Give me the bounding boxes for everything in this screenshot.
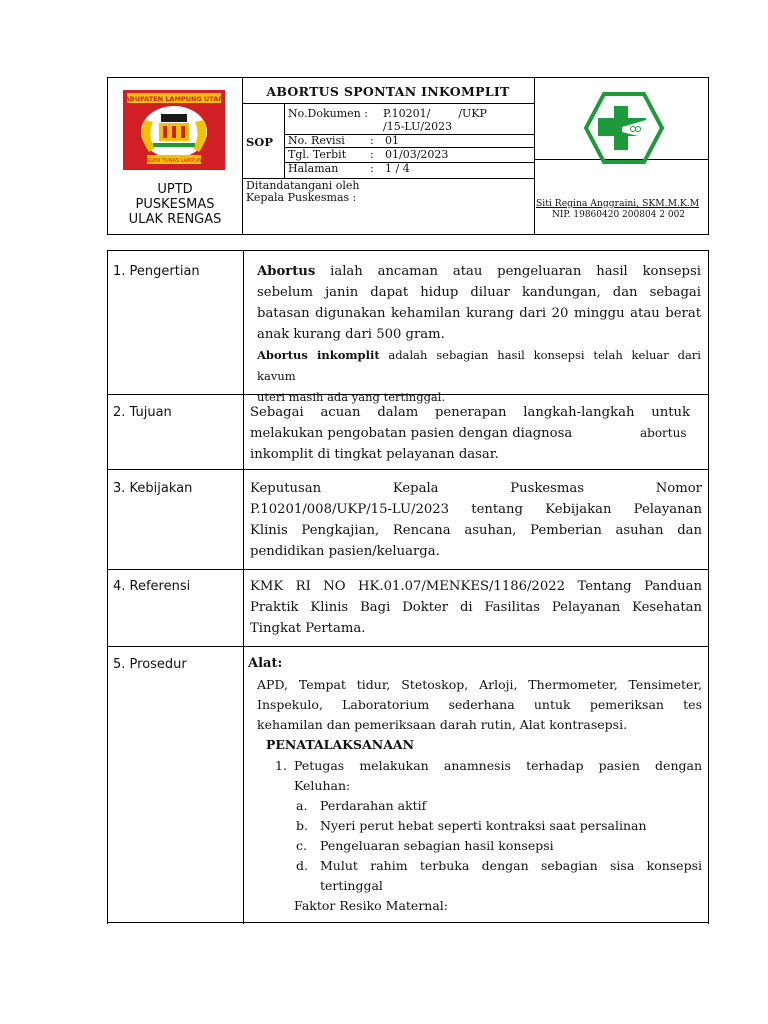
sop-label: SOP [246, 135, 273, 149]
list-item [320, 856, 702, 896]
org-line: UPTD [157, 182, 193, 197]
step-1-text [294, 756, 702, 796]
text-line: Keluhan: [294, 778, 351, 793]
text-line [257, 345, 701, 387]
text-line: kehamilan dan pemeriksaan darah rutin, Alat kontrasepsi. [257, 717, 628, 732]
penatalaksanaan-heading: PENATALAKSANAAN [266, 737, 415, 752]
revision-sep: : [370, 134, 374, 147]
org-line: ULAK RENGAS [128, 212, 222, 227]
text-line: Tingkat Pertama. [250, 621, 366, 636]
divider [243, 251, 244, 924]
puskesmas-logo [584, 92, 664, 164]
issue-date-sep: : [370, 148, 374, 161]
step-number: 1. [275, 758, 287, 773]
text-line: anak kurang dari 500 gram. [257, 327, 445, 342]
text-line: Klinis Pengkajian, Rencana asuhan, Pemberian asuhan dan [250, 523, 702, 538]
text-span: adalah sebagian hasil konsepsi telah keluar dari kavum [257, 348, 701, 383]
page-value: 1 / 4 [385, 162, 410, 175]
issue-date-label: Tgl. Terbit [288, 148, 347, 161]
text-line [250, 423, 690, 444]
list-marker: c. [296, 838, 307, 853]
text-line: tertinggal [320, 878, 383, 893]
text-line: Keputusan Kepala Puskesmas Nomor [250, 481, 702, 496]
kabupaten-logo [123, 90, 225, 170]
sop-content-table [107, 250, 709, 924]
section-label-prosedur: 5. Prosedur [113, 657, 187, 672]
revision-label: No. Revisi [288, 134, 345, 147]
section-text-kebijakan [250, 478, 702, 562]
list-marker: a. [296, 798, 308, 813]
section-text-pengertian [257, 261, 701, 345]
text-line: inkomplit di tingkat pelayanan dasar. [250, 447, 499, 462]
logo-top-text: KABUPATEN LAMPUNG UTARA [123, 95, 225, 103]
divider [108, 646, 708, 647]
list-marker: d. [296, 858, 308, 873]
divider [242, 103, 534, 104]
revision-value: 01 [385, 134, 399, 147]
signed-by-title: Kepala Puskesmas : [246, 191, 357, 204]
text-line: sebelum janin dapat hidup diluar kandungan, dan sebagai [257, 285, 701, 300]
section-text-tujuan [250, 402, 690, 465]
text-span: ialah ancaman atau pengeluaran hasil konsepsi [315, 264, 701, 279]
issue-date-value: 01/03/2023 [385, 148, 449, 161]
divider [534, 78, 535, 234]
text-line [257, 261, 701, 282]
section-text-referensi [250, 576, 702, 639]
sop-header-table [107, 77, 709, 235]
list-item: Perdarahan aktif [320, 798, 427, 813]
text-line: Sebagai acuan dalam penerapan langkah-langkah untuk [250, 405, 690, 420]
divider [284, 103, 285, 178]
text-line: APD, Tempat tidur, Stetoskop, Arloji, Thermometer, Tensimeter, [257, 677, 702, 692]
doc-number-label: No.Dokumen : [288, 107, 368, 120]
term-abortus-inkomplit: Abortus inkomplit [257, 348, 380, 362]
signer-nip: NIP. 19860420 200804 2 002 [552, 210, 686, 220]
text-line: Petugas melakukan anamnesis terhadap pasien dengan [294, 758, 702, 773]
table-bottom-border [107, 922, 709, 923]
text-line: batasan digunakan kehamilan kurang dari 20 minggu atau berat [257, 306, 701, 321]
alat-list [257, 675, 702, 735]
doc-number-value: P.10201/ /UKP [383, 107, 487, 120]
section-label-referensi: 4. Referensi [113, 579, 191, 594]
document-title: ABORTUS SPONTAN INKOMPLIT [266, 84, 510, 99]
risk-factor-heading: Faktor Resiko Maternal: [294, 898, 449, 913]
divider [108, 569, 708, 570]
text-line: Mulut rahim terbuka dengan sebagian sisa konsepsi [320, 858, 702, 873]
signed-by-label: Ditandatangani oleh [246, 179, 360, 192]
section-label-pengertian: 1. Pengertian [113, 264, 200, 279]
text-span: melakukan pengobatan pasien dengan diagnosa [250, 426, 573, 441]
divider [242, 78, 243, 234]
text-line: Inspekulo, Laboratorium sederhana untuk pemeriksan tes [257, 697, 702, 712]
list-item: Nyeri perut hebat seperti kontraksi saat persalinan [320, 818, 647, 833]
list-marker: b. [296, 818, 308, 833]
text-line: P.10201/008/UKP/15-LU/2023 tentang Kebijakan Pelayanan [250, 502, 702, 517]
section-label-kebijakan: 3. Kebijakan [113, 481, 193, 496]
organization-name [108, 182, 242, 227]
text-line: pendidikan pasien/keluarga. [250, 544, 440, 559]
text-span: abortus [640, 426, 687, 440]
org-line: PUSKESMAS [135, 197, 215, 212]
term-abortus: Abortus [257, 264, 316, 279]
text-line: KMK RI NO HK.01.07/MENKES/1186/2022 Tentang Panduan [250, 579, 702, 594]
logo-bottom-text: RAGEM TUNAS LAMPUNG [142, 158, 206, 164]
page-label: Halaman [288, 162, 339, 175]
section-label-tujuan: 2. Tujuan [113, 405, 172, 420]
divider [108, 469, 708, 470]
signer-name: Siti Regina Anggraini, SKM.M.K.M [536, 198, 700, 209]
doc-number-value-cont: /15-LU/2023 [383, 120, 453, 133]
list-item: Pengeluaran sebagian hasil konsepsi [320, 838, 554, 853]
page-sep: : [370, 162, 374, 175]
text-line: Praktik Klinis Bagi Dokter di Fasilitas Pelayanan Kesehatan [250, 600, 702, 615]
text-line: uteri masih ada yang tertinggal. [257, 390, 446, 404]
section-text-inkomplit [257, 345, 701, 408]
alat-heading: Alat: [248, 656, 283, 671]
